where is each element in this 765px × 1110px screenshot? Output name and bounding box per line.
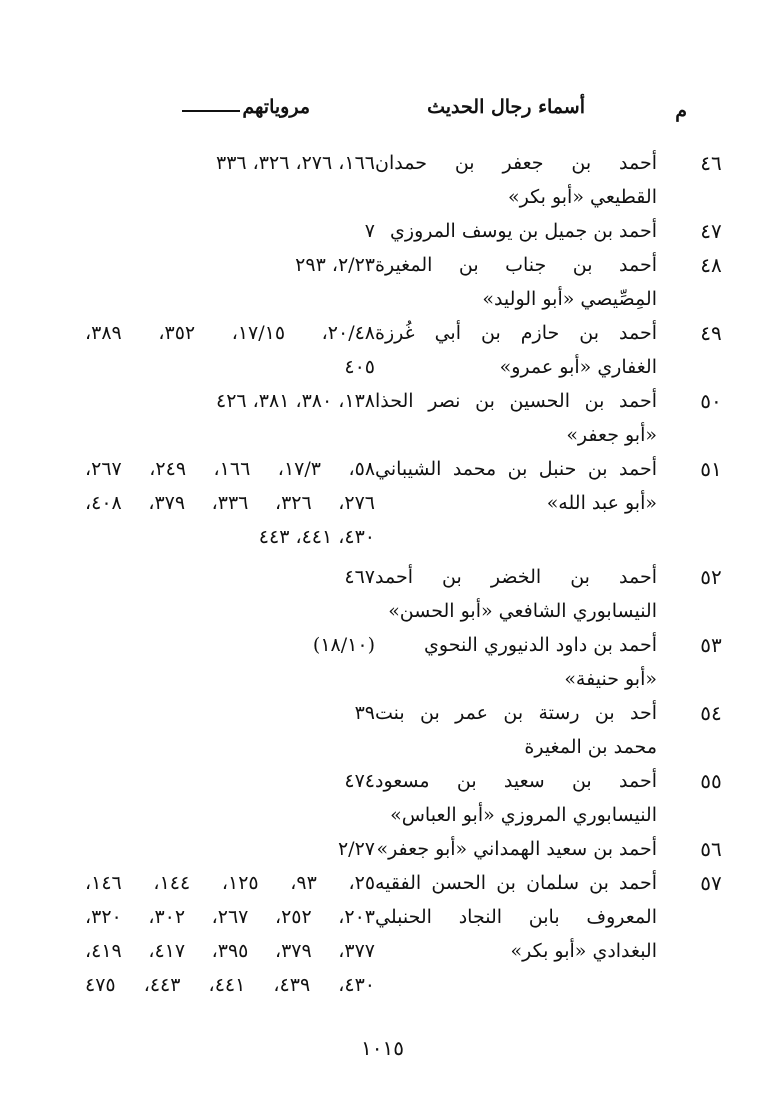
narrator-name bbox=[375, 560, 657, 628]
narration-references bbox=[85, 832, 375, 866]
entry-number-text: ٤٨ bbox=[700, 253, 722, 277]
entry-number-text: ٤٦ bbox=[700, 151, 722, 175]
narration-references-line: ٢٠٣، ٢٥٢، ٢٦٧، ٣٠٢، ٣٢٠، bbox=[85, 906, 375, 928]
entry-number bbox=[657, 384, 765, 452]
narration-references-line: ٤٠٥ bbox=[344, 356, 375, 378]
narration-references-line: ٢/٢٧ bbox=[337, 838, 375, 860]
narration-references-line: ٢٠/٤٨، ١٧/١٥، ٣٥٢، ٣٨٩، bbox=[85, 322, 375, 344]
narrator-name-line: القطيعي «أبو بكر» bbox=[508, 186, 657, 208]
narrator-name-line: أحمد بن سلمان بن الحسن الفقيه bbox=[375, 872, 657, 894]
list-item bbox=[0, 866, 765, 1002]
narration-references-line: ٢/٢٣، ٢٩٣ bbox=[295, 254, 375, 276]
narration-references-line: ٤٣٠، ٤٤١، ٤٤٣ bbox=[258, 526, 375, 548]
entry-number-text: ٥٢ bbox=[700, 565, 722, 589]
narration-references-line: ٣٩ bbox=[354, 702, 375, 724]
narration-references bbox=[85, 452, 375, 554]
narration-references bbox=[85, 146, 375, 214]
list-item bbox=[0, 628, 765, 696]
narrator-name bbox=[375, 146, 657, 214]
entry-number bbox=[657, 248, 765, 316]
narrator-name-line: أحد بن رستة بن عمر بن بنت bbox=[375, 702, 657, 724]
list-item bbox=[0, 832, 765, 866]
column-header-narrations bbox=[182, 96, 310, 118]
entry-number-text: ٥٤ bbox=[700, 701, 722, 725]
narrator-name bbox=[375, 452, 657, 554]
list-item bbox=[0, 764, 765, 832]
entry-number bbox=[657, 452, 765, 554]
entry-number-text: ٤٩ bbox=[700, 321, 722, 345]
entry-number-text: ٥٣ bbox=[700, 633, 722, 657]
narration-references bbox=[85, 560, 375, 628]
column-header-number: م bbox=[675, 100, 687, 122]
narrator-name bbox=[375, 866, 657, 1002]
page-number: ١٠١٥ bbox=[361, 1036, 404, 1060]
list-item bbox=[0, 316, 765, 384]
narrator-name bbox=[375, 316, 657, 384]
header-underline bbox=[182, 110, 240, 112]
narrator-name-line: محمد بن المغيرة bbox=[524, 736, 657, 758]
list-item bbox=[0, 146, 765, 214]
list-item bbox=[0, 214, 765, 248]
list-item bbox=[0, 248, 765, 316]
entry-number bbox=[657, 628, 765, 696]
narration-references-line: ٢٧٦، ٣٢٦، ٣٣٦، ٣٧٩، ٤٠٨، bbox=[85, 492, 375, 514]
narrators-list bbox=[0, 146, 765, 1002]
narrator-name bbox=[375, 764, 657, 832]
narration-references bbox=[85, 696, 375, 764]
column-header-narrations-text: مروياتهم bbox=[242, 96, 310, 118]
narrator-name-line: «أبو حنيفة» bbox=[564, 668, 657, 690]
narration-references-line: ٤٧٤ bbox=[344, 770, 375, 792]
narration-references-line: ٣٧٧، ٣٧٩، ٣٩٥، ٤١٧، ٤١٩، bbox=[85, 940, 375, 962]
entry-number bbox=[657, 866, 765, 1002]
entry-number-text: ٥٦ bbox=[700, 837, 722, 861]
narration-references-line: ٧ bbox=[364, 220, 375, 242]
narrator-name-line: «أبو عبد الله» bbox=[546, 492, 657, 514]
entry-number bbox=[657, 214, 765, 248]
narration-references bbox=[85, 628, 375, 696]
narrator-name-line: «أبو جعفر» bbox=[566, 424, 657, 446]
narration-references-line: ١٣٨، ٣٨٠، ٣٨١، ٤٢٦ bbox=[215, 390, 375, 412]
narrator-name-line: أحمد بن سعيد الهمداني «أبو جعفر» bbox=[376, 838, 657, 860]
narration-references-line: (١٨/١٠) bbox=[312, 634, 375, 656]
narrator-name-line: أحمد بن جعفر بن حمدان bbox=[375, 152, 657, 174]
entry-number bbox=[657, 832, 765, 866]
narration-references bbox=[85, 316, 375, 384]
narrator-name-line: أحمد بن حنبل بن محمد الشيباني bbox=[375, 458, 657, 480]
list-item bbox=[0, 384, 765, 452]
narration-references bbox=[85, 214, 375, 248]
table-header bbox=[0, 96, 765, 130]
list-item bbox=[0, 452, 765, 554]
narrator-name-line: البغدادي «أبو بكر» bbox=[510, 940, 657, 962]
narrator-name-line: أحمد بن داود الدنيوري النحوي bbox=[424, 634, 657, 656]
narration-references bbox=[85, 866, 375, 1002]
list-item bbox=[0, 560, 765, 628]
list-item bbox=[0, 696, 765, 764]
narration-references bbox=[85, 764, 375, 832]
narrator-name-line: أحمد بن سعيد بن مسعود bbox=[375, 770, 657, 792]
entry-number-text: ٥٠ bbox=[700, 389, 722, 413]
narrator-name-line: المعروف بابن النجاد الحنبلي bbox=[375, 906, 657, 928]
narration-references-line: ٤٣٠، ٤٣٩، ٤٤١، ٤٤٣، ٤٧٥ bbox=[85, 974, 375, 996]
narrator-name-line: أحمد بن جناب بن المغيرة bbox=[375, 254, 657, 276]
narration-references-line: ١٦٦، ٢٧٦، ٣٢٦، ٣٣٦ bbox=[215, 152, 375, 174]
narrator-name-line: النيسابوري الشافعي «أبو الحسن» bbox=[388, 600, 657, 622]
narrator-name bbox=[375, 832, 657, 866]
narration-references bbox=[85, 248, 375, 316]
entry-number-text: ٥١ bbox=[700, 457, 722, 481]
narrator-name bbox=[375, 384, 657, 452]
narrator-name bbox=[375, 696, 657, 764]
narrator-name-line: الغفاري «أبو عمرو» bbox=[499, 356, 657, 378]
entry-number bbox=[657, 316, 765, 384]
entry-number-text: ٥٥ bbox=[700, 769, 722, 793]
narrator-name-line: النيسابوري المروزي «أبو العباس» bbox=[390, 804, 657, 826]
entry-number bbox=[657, 560, 765, 628]
entry-number-text: ٤٧ bbox=[700, 219, 722, 243]
narration-references-line: ٢٥، ٩٣، ١٢٥، ١٤٤، ١٤٦، bbox=[85, 872, 375, 894]
narration-references-line: ٥٨، ١٧/٣، ١٦٦، ٢٤٩، ٢٦٧، bbox=[85, 458, 375, 480]
narrator-name bbox=[375, 628, 657, 696]
entry-number bbox=[657, 146, 765, 214]
narrator-name-line: المِصِّيصي «أبو الوليد» bbox=[482, 288, 657, 310]
narration-references bbox=[85, 384, 375, 452]
narrator-name-line: أحمد بن جميل بن يوسف المروزي bbox=[390, 220, 657, 242]
entry-number bbox=[657, 764, 765, 832]
narrator-name-line: أحمد بن الخضر بن أحمد bbox=[375, 566, 657, 588]
narrator-name-line: أحمد بن الحسين بن نصر الحذا bbox=[375, 390, 657, 412]
narrator-name-line: أحمد بن حازم بن أبي غُرزة bbox=[375, 322, 657, 344]
entry-number-text: ٥٧ bbox=[700, 871, 722, 895]
narration-references-line: ٤٦٧ bbox=[344, 566, 375, 588]
narrator-name bbox=[375, 214, 657, 248]
column-header-names: أسماء رجال الحديث bbox=[427, 96, 585, 118]
narrator-name bbox=[375, 248, 657, 316]
entry-number bbox=[657, 696, 765, 764]
